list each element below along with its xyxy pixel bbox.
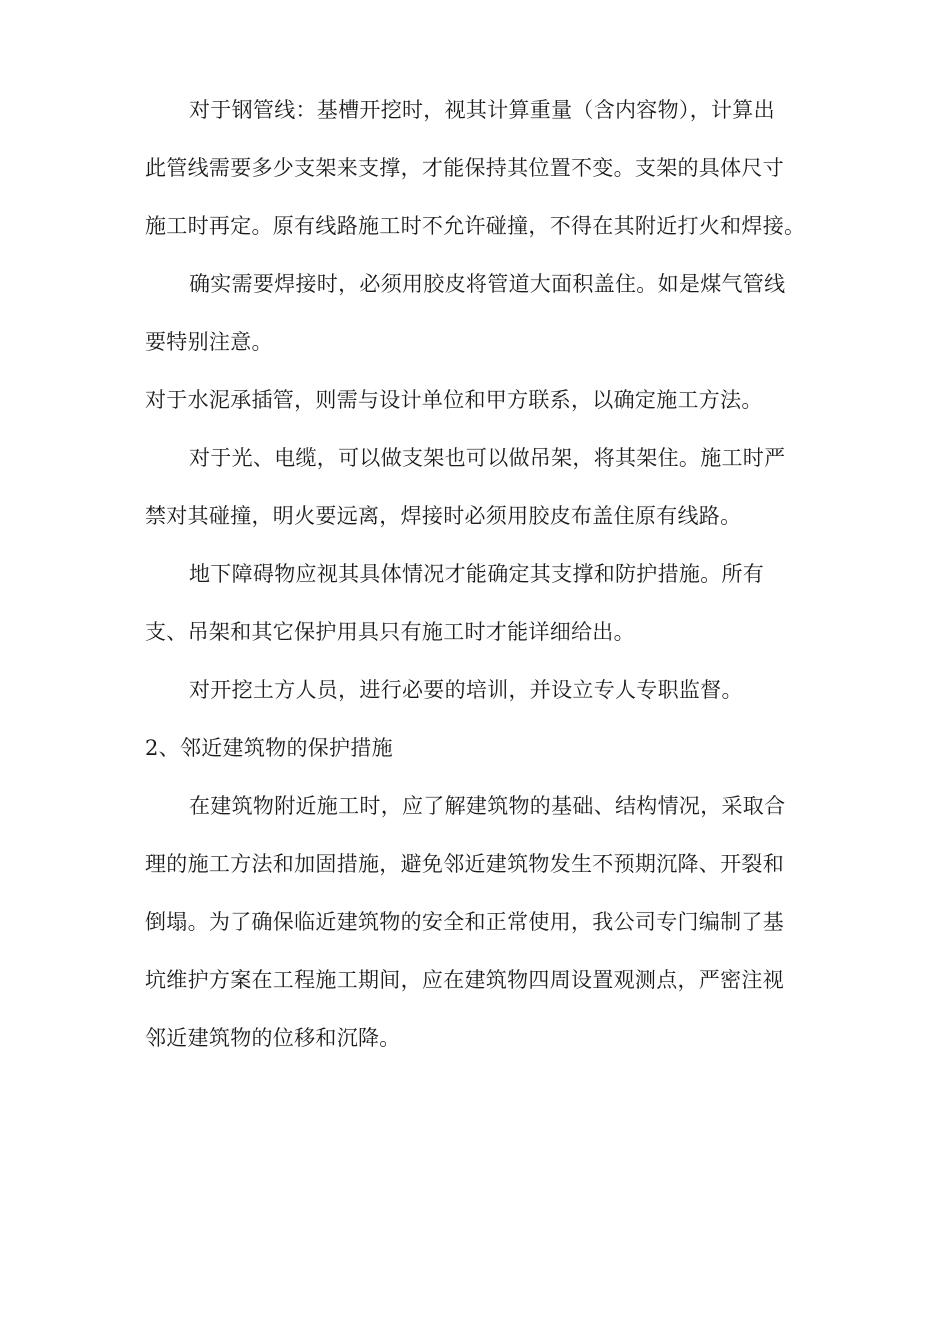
section-heading: 2、邻近建筑物的保护措施 bbox=[145, 736, 393, 760]
paragraph-line: 对于水泥承插管，则需与设计单位和甲方联系，以确定施工方法。 bbox=[145, 388, 763, 412]
paragraph-line: 对于光、电缆，可以做支架也可以做吊架，将其架住。施工时严 bbox=[189, 446, 786, 470]
paragraph-line: 地下障碍物应视其具体情况才能确定其支撑和防护措施。所有 bbox=[189, 562, 765, 586]
paragraph-line: 倒塌。为了确保临近建筑物的安全和正常使用，我公司专门编制了基 bbox=[145, 910, 784, 934]
paragraph-line: 坑维护方案在工程施工期间，应在建筑物四周设置观测点，严密注视 bbox=[145, 968, 784, 992]
paragraph-line: 邻近建筑物的位移和沉降。 bbox=[145, 1026, 401, 1050]
paragraph-line: 理的施工方法和加固措施，避免邻近建筑物发生不预期沉降、开裂和 bbox=[145, 852, 784, 876]
paragraph-line: 禁对其碰撞，明火要远离，焊接时必须用胶皮布盖住原有线路。 bbox=[145, 504, 742, 528]
paragraph-line: 施工时再定。原有线路施工时不允许碰撞，不得在其附近打火和焊接。 bbox=[145, 214, 806, 238]
paragraph-line: 支、吊架和其它保护用具只有施工时才能详细给出。 bbox=[145, 620, 635, 644]
paragraph-line: 对于钢管线：基槽开挖时，视其计算重量（含内容物），计算出 bbox=[189, 98, 775, 122]
paragraph-line: 要特别注意。 bbox=[145, 330, 273, 354]
paragraph-line: 对开挖土方人员，进行必要的培训，并设立专人专职监督。 bbox=[189, 678, 743, 702]
paragraph-line: 确实需要焊接时，必须用胶皮将管道大面积盖住。如是煤气管线 bbox=[189, 272, 786, 296]
paragraph-line: 在建筑物附近施工时，应了解建筑物的基础、结构情况，采取合 bbox=[189, 794, 786, 818]
paragraph-line: 此管线需要多少支架来支撑，才能保持其位置不变。支架的具体尺寸 bbox=[145, 156, 784, 180]
